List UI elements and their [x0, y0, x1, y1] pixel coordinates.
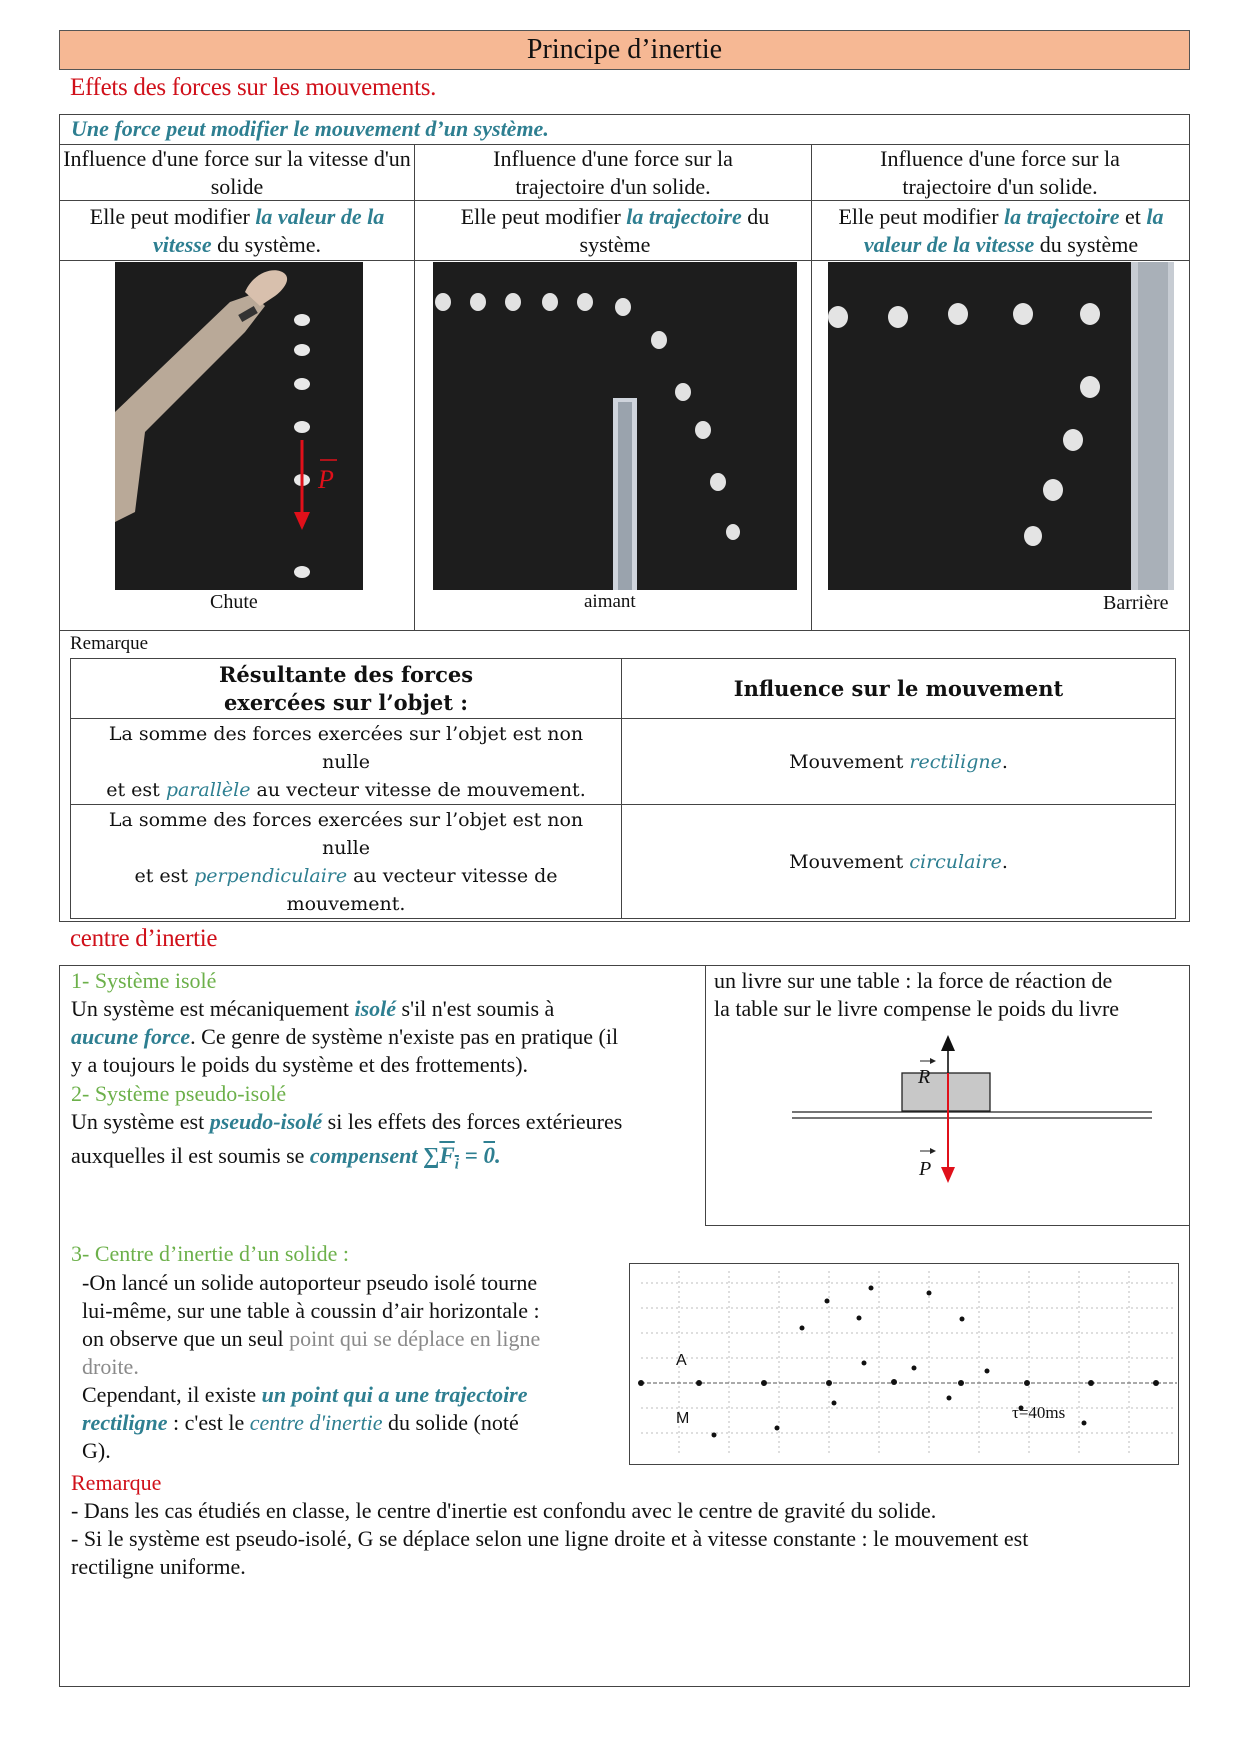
grid-line — [59, 630, 1189, 631]
chrono-label-m: M — [676, 1410, 690, 1427]
inertia-center-title: 3- Centre d’inertie d’un solide : — [71, 1241, 349, 1266]
final-remark-label: Remarque — [71, 1470, 162, 1495]
remark-label: Remarque — [70, 633, 149, 654]
caption-chute: Chute — [210, 591, 258, 613]
intro-text: Une force peut modifier le mouvement d’un système. — [71, 116, 549, 141]
column-header-2: Influence d'une force sur la trajectoire d'un solide. — [493, 146, 733, 199]
pseudo-isolated-text: Un système est pseudo-isolé si les effets des forces extérieures auxquelles il est soumis se compensent $\sum F_i = 0$. — [71, 1109, 623, 1173]
caption-aimant: aimant — [584, 591, 636, 612]
section-heading-inertia: centre d’inertie — [70, 925, 218, 952]
pseudo-isolated-title: 2- Système pseudo-isolé — [71, 1081, 287, 1106]
final-remark-text: - Dans les cas étudiés en classe, le centre d'inertie est confondu avec le centre de gravité du solide. - Si le système est pseudo-isolé, G se déplace selon une ligne droite et à vitesse constante : le mouvement est rectiligne uniforme. — [71, 1498, 1029, 1579]
chrono-label-a: A — [676, 1352, 687, 1369]
table-header-left: Résultante des forces exercées sur l’objet : — [71, 659, 622, 719]
column-header-1: Influence d'une force sur la vitesse d'un solide — [63, 146, 411, 199]
column-desc-2: Elle peut modifier la trajectoire du système — [460, 204, 770, 257]
inertia-center-text: -On lancé un solide autoporteur pseudo isolé tourne lui-même, sur une table à coussin d’air horizontale : on observe que un seul point qui se déplace en ligne droite. Cependant, il existe un point qui a une trajectoire rectiligne : c'est le centre d'inertie du solide (noté G). — [82, 1270, 541, 1463]
grid-line — [811, 144, 812, 630]
chrono-interval-label: τ=40ms — [1012, 1403, 1066, 1422]
table-header-right: Influence sur le mouvement — [622, 659, 1176, 719]
page-title: Principe d’inertie — [59, 30, 1190, 70]
row1-influence: Mouvement rectiligne. — [622, 719, 1176, 805]
caption-barriere: Barrière — [1103, 592, 1169, 614]
column-header-3: Influence d'une force sur la trajectoire d'un solide. — [880, 146, 1120, 199]
barrier-photo — [828, 262, 1174, 590]
book-force-diagram — [780, 1035, 1160, 1185]
vector-p-label: P — [919, 1158, 932, 1180]
book-example-text: un livre sur une table : la force de réaction de la table sur le livre compense le poids du livre — [714, 968, 1120, 1021]
grid-line — [59, 260, 1189, 261]
grid-line — [414, 144, 415, 630]
column-desc-3: Elle peut modifier la trajectoire et la valeur de la vitesse du système — [838, 204, 1164, 257]
magnet-deflection-photo — [433, 262, 797, 590]
remark-table — [70, 658, 1176, 919]
isolated-system-text: Un système est mécaniquement isolé s'il n'est soumis à aucune force. Ce genre de système n'existe pas en pratique (il y a toujours le poids du système et des frottements). — [71, 996, 619, 1077]
vector-r-label: R — [918, 1066, 931, 1088]
falling-ball-photo — [115, 262, 363, 590]
row1-resultant: La somme des forces exercées sur l’objet est non nulle et est parallèle au vecteur vitesse de mouvement. — [71, 719, 622, 805]
row2-resultant: La somme des forces exercées sur l’objet est non nulle et est perpendiculaire au vecteur vitesse de mouvement. — [71, 805, 622, 919]
chronophotograph — [629, 1263, 1179, 1465]
isolated-system-title: 1- Système isolé — [71, 968, 217, 993]
column-desc-1: Elle peut modifier la valeur de la vitesse du système. — [89, 204, 385, 257]
table-row — [71, 805, 1176, 919]
row2-influence: Mouvement circulaire. — [622, 805, 1176, 919]
sum-forces-formula: $\sum F_i = 0$. — [422, 1143, 501, 1173]
section-heading-forces: Effets des forces sur les mouvements. — [70, 74, 437, 101]
table-row — [71, 719, 1176, 805]
force-label-p: P — [318, 465, 334, 494]
